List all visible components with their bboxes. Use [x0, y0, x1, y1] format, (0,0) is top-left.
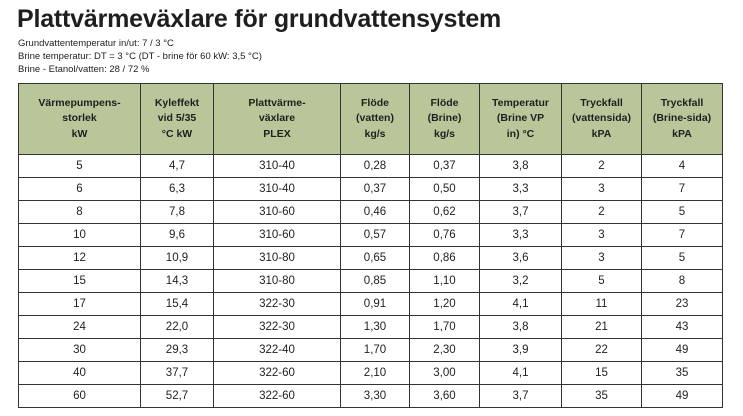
table-cell: 7 [642, 178, 723, 201]
column-header-line: Flöde [361, 96, 389, 109]
table-cell: 3,8 [480, 155, 562, 178]
table-body [19, 155, 723, 408]
table-cell: 35 [562, 385, 642, 408]
table-row [19, 247, 723, 270]
table-cell: 24 [19, 316, 141, 339]
table-cell: 4,7 [141, 155, 214, 178]
table-cell: 2,10 [341, 362, 410, 385]
table-cell: 3,7 [480, 201, 562, 224]
column-header-line: Värmepumpens- [38, 96, 121, 109]
note-brine-temp: Brine temperatur: DT = 3 °C (DT - brine för 60 kW: 3,5 °C) [18, 51, 262, 62]
table-row [19, 362, 723, 385]
table-cell: 0,46 [341, 201, 410, 224]
table-cell: 7 [642, 224, 723, 247]
table-row [19, 270, 723, 293]
table-cell: 0,76 [410, 224, 480, 247]
table-cell: 6,3 [141, 178, 214, 201]
table-cell: 3,7 [480, 385, 562, 408]
column-header-line: (vatten) [356, 112, 394, 125]
column-header-line: Temperatur [492, 96, 549, 109]
table-row [19, 293, 723, 316]
column-header [214, 84, 341, 155]
table-cell: 2 [562, 201, 642, 224]
table-cell: 0,86 [410, 247, 480, 270]
table-cell: 322-30 [214, 293, 341, 316]
column-header-line: storlek [62, 112, 97, 125]
table-cell: 60 [19, 385, 141, 408]
table-cell: 8 [642, 270, 723, 293]
table-cell: 15,4 [141, 293, 214, 316]
table-cell: 2,30 [410, 339, 480, 362]
column-header-line: (Brine) [427, 112, 462, 125]
note-brine-mix: Brine - Etanol/vatten: 28 / 72 % [18, 64, 150, 75]
table-cell: 5 [19, 155, 141, 178]
column-header [341, 84, 410, 155]
table-row [19, 155, 723, 178]
column-header-line: kg/s [364, 127, 386, 140]
column-header-line: (Brine VP [496, 112, 545, 125]
table-cell: 0,85 [341, 270, 410, 293]
table-cell: 3 [562, 178, 642, 201]
table-cell: 4 [642, 155, 723, 178]
table-cell: 22 [562, 339, 642, 362]
table-row [19, 339, 723, 362]
table-cell: 322-60 [214, 362, 341, 385]
table-cell: 10 [19, 224, 141, 247]
table-cell: 21 [562, 316, 642, 339]
table-cell: 0,91 [341, 293, 410, 316]
column-header-line: kW [71, 127, 88, 140]
table-cell: 322-40 [214, 339, 341, 362]
table-cell: 23 [642, 293, 723, 316]
table-cell: 0,28 [341, 155, 410, 178]
column-header-line: kg/s [433, 127, 455, 140]
table-cell: 30 [19, 339, 141, 362]
table-cell: 2 [562, 155, 642, 178]
column-header [19, 84, 141, 155]
table-cell: 5 [562, 270, 642, 293]
table-header-row [19, 84, 723, 155]
table-cell: 322-60 [214, 385, 341, 408]
column-header [562, 84, 642, 155]
table-cell: 310-40 [214, 155, 341, 178]
table-cell: 4,1 [480, 293, 562, 316]
table-cell: 0,50 [410, 178, 480, 201]
table-cell: 22,0 [141, 316, 214, 339]
table-cell: 1,70 [410, 316, 480, 339]
table-cell: 35 [642, 362, 723, 385]
table-cell: 3,00 [410, 362, 480, 385]
table-cell: 3,8 [480, 316, 562, 339]
table-cell: 49 [642, 339, 723, 362]
table-cell: 0,62 [410, 201, 480, 224]
conditions-notes [18, 37, 262, 76]
column-header-line: Tryckfall [660, 96, 704, 109]
table-cell: 310-60 [214, 201, 341, 224]
column-header-line: kPA [591, 127, 612, 140]
table-cell: 43 [642, 316, 723, 339]
table-cell: 6 [19, 178, 141, 201]
table-cell: 17 [19, 293, 141, 316]
table-cell: 0,65 [341, 247, 410, 270]
table-cell: 8 [19, 201, 141, 224]
table-cell: 9,6 [141, 224, 214, 247]
table-cell: 10,9 [141, 247, 214, 270]
column-header [141, 84, 214, 155]
table-cell: 49 [642, 385, 723, 408]
column-header-line: växlare [258, 112, 296, 125]
table-cell: 29,3 [141, 339, 214, 362]
table-cell: 3 [562, 224, 642, 247]
column-header [410, 84, 480, 155]
table-cell: 0,37 [410, 155, 480, 178]
column-header-line: Flöde [430, 96, 459, 109]
column-header-line: (vattensida) [572, 112, 631, 125]
table-cell: 52,7 [141, 385, 214, 408]
table-row [19, 201, 723, 224]
column-header-line: (Brine-sida) [652, 112, 712, 125]
table-cell: 3,9 [480, 339, 562, 362]
column-header-line: kPA [672, 127, 692, 140]
column-header-line: Tryckfall [580, 96, 623, 109]
table-cell: 7,8 [141, 201, 214, 224]
column-header-line: PLEX [263, 127, 291, 140]
table-cell: 3,30 [341, 385, 410, 408]
table-cell: 12 [19, 247, 141, 270]
table-cell: 15 [562, 362, 642, 385]
table-cell: 310-60 [214, 224, 341, 247]
table-cell: 3,3 [480, 178, 562, 201]
table-cell: 4,1 [480, 362, 562, 385]
table-cell: 14,3 [141, 270, 214, 293]
table-cell: 40 [19, 362, 141, 385]
table-cell: 3,6 [480, 247, 562, 270]
table-cell: 3,60 [410, 385, 480, 408]
table-cell: 15 [19, 270, 141, 293]
table-cell: 11 [562, 293, 642, 316]
column-header [480, 84, 562, 155]
table-cell: 310-80 [214, 270, 341, 293]
table-row [19, 178, 723, 201]
table-cell: 1,10 [410, 270, 480, 293]
table-cell: 0,57 [341, 224, 410, 247]
table-row [19, 385, 723, 408]
table-cell: 3,2 [480, 270, 562, 293]
page-title: Plattvärmeväxlare för grundvattensystem [17, 5, 502, 33]
table-row [19, 224, 723, 247]
column-header-line: in) °C [506, 127, 535, 140]
table-cell: 0,37 [341, 178, 410, 201]
table-row [19, 316, 723, 339]
table-cell: 1,70 [341, 339, 410, 362]
table-cell: 5 [642, 247, 723, 270]
table-cell: 37,7 [141, 362, 214, 385]
table-cell: 310-80 [214, 247, 341, 270]
column-header-line: °C kW [161, 127, 193, 140]
column-header-line: Plattvärme- [248, 96, 306, 109]
table-cell: 3 [562, 247, 642, 270]
table-cell: 310-40 [214, 178, 341, 201]
heat-exchanger-table [18, 83, 723, 408]
table-cell: 3,3 [480, 224, 562, 247]
table-cell: 1,30 [341, 316, 410, 339]
column-header [642, 84, 723, 155]
column-header-line: Kyleffekt [154, 96, 200, 109]
table-cell: 1,20 [410, 293, 480, 316]
table-cell: 5 [642, 201, 723, 224]
note-groundwater-temp: Grundvattentemperatur in/ut: 7 / 3 °C [18, 38, 174, 49]
column-header-line: vid 5/35 [157, 112, 197, 125]
table-cell: 322-30 [214, 316, 341, 339]
